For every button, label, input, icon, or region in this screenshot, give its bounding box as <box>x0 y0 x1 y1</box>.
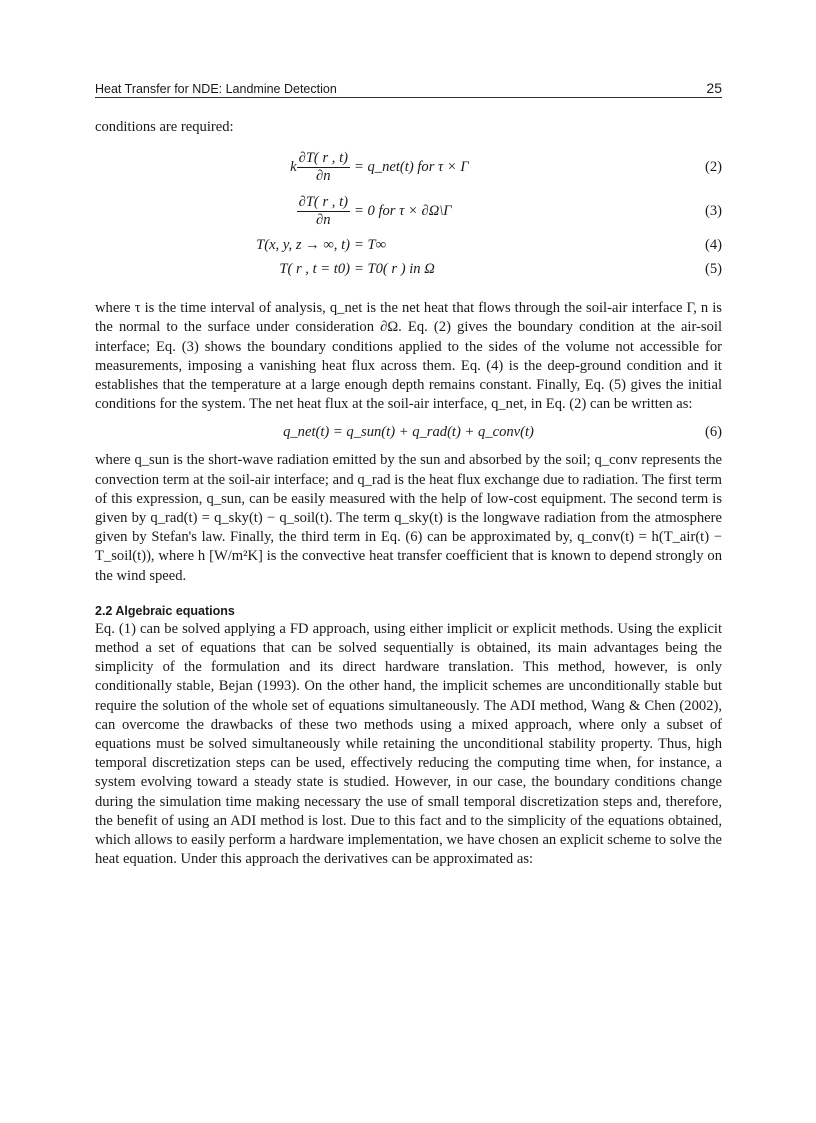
equation-5-rhs: = T0( r ) in Ω <box>354 260 435 277</box>
equation-5-lhs: T( r , t = t0) <box>279 260 350 277</box>
equation-4-number: (4) <box>704 236 722 253</box>
equation-3-rhs: = 0 for τ × ∂Ω\Γ <box>354 202 452 219</box>
equation-5-number: (5) <box>704 260 722 277</box>
equation-2-number: (2) <box>704 158 722 175</box>
intro-text: conditions are required: <box>95 119 234 135</box>
equation-2-lhs <box>95 150 350 185</box>
section-body: Eq. (1) can be solved applying a FD approach, using either implicit or explicit methods. Using the explicit method a set of equations that can be solved sequentially is obtained, its main advantages being the simplicity of the formulation and its direct hardware translation. This method, however, is only conditionally stable, Bejan (1993). On the other hand, the implicit schemes are unconditionally stable but require the solution of the whole set of equations simultaneously. The ADI method, Wang & Chen (2002), can overcome the drawbacks of these two methods using a mixed approach, where only a subset of equations must be solved simultaneously while retaining the unconditional stability property. Thus, high temporal discretization steps can be used, effectively reducing the computing time when, for instance, a system evolving toward a steady state is studied. However, in our case, the boundary conditions change during the simulation time making necessary the use of small temporal discretization steps and, therefore, the benefit of using an ADI method is lost. Due to this fact and to the simplicity of the equations obtained, which allows to easily perform a hardware implementation, we have chosen an explicit scheme to solve the heat equation. Under this approach the derivatives can be approximated as: <box>95 620 722 868</box>
equation-3-numerator: ∂T( r , t) <box>298 193 348 210</box>
equation-3-denominator: ∂n <box>316 211 331 228</box>
equation-2-numerator: ∂T( r , t) <box>298 149 348 166</box>
page <box>95 78 722 869</box>
equation-2-prefix: k <box>290 158 297 175</box>
section-heading: 2.2 Algebraic equations <box>95 603 235 618</box>
running-header <box>95 78 722 98</box>
equation-2-fraction <box>297 150 350 185</box>
equation-3-fraction <box>297 194 350 229</box>
equation-2-denominator: ∂n <box>316 167 331 184</box>
equation-3 <box>95 189 722 233</box>
equation-3-lhs <box>95 194 350 229</box>
page-number: 25 <box>706 80 722 96</box>
paragraph-1: where τ is the time interval of analysis, q_net is the net heat that flows through the soil-air interface Γ, n is the normal to the surface under consideration ∂Ω. Eq. (2) gives the boundary condition at the air-soil interface; Eq. (3) shows the boundary conditions applied to the sides of the volume not accessible for measurements, imposing a vanishing heat flux across them. Eq. (4) is the deep-ground condition and it establishes that the temperature at a large enough depth remains constant. Finally, Eq. (5) gives the initial conditions for the system. The net heat flux at the soil-air interface, q_net, in Eq. (2) can be written as: <box>95 300 722 413</box>
equation-block <box>95 145 722 281</box>
header-title: Heat Transfer for NDE: Landmine Detection <box>95 82 337 96</box>
equation-5 <box>95 257 722 281</box>
equation-4 <box>95 233 722 257</box>
equation-4-lhs: T(x, y, z → ∞, t) <box>256 236 350 253</box>
equation-6-text: q_net(t) = q_sun(t) + q_rad(t) + q_conv(t) <box>283 424 534 441</box>
equation-2-rhs: = q_net(t) for τ × Γ <box>354 158 469 175</box>
equation-3-number: (3) <box>704 202 722 219</box>
equation-6 <box>95 424 722 441</box>
equation-2 <box>95 145 722 189</box>
equation-6-number: (6) <box>704 424 722 441</box>
equation-4-rhs: = T∞ <box>354 236 387 253</box>
paragraph-2: where q_sun is the short-wave radiation emitted by the sun and absorbed by the soil; q_conv represents the convection term at the soil-air interface; and q_rad is the heat flux exchange due to radiation. The first term of this expression, q_sun, can be easily measured with the help of low-cost equipment. The second term is given by q_rad(t) = q_sky(t) − q_soil(t). The term q_sky(t) is the longwave radiation from the atmosphere given by Stefan's law. Finally, the third term in Eq. (6) can be approximated by, q_conv(t) = h(T_air(t) − T_soil(t)), where h [W/m²K] is the convective heat transfer coefficient that is known to depend strongly on the wind speed. <box>95 452 722 584</box>
